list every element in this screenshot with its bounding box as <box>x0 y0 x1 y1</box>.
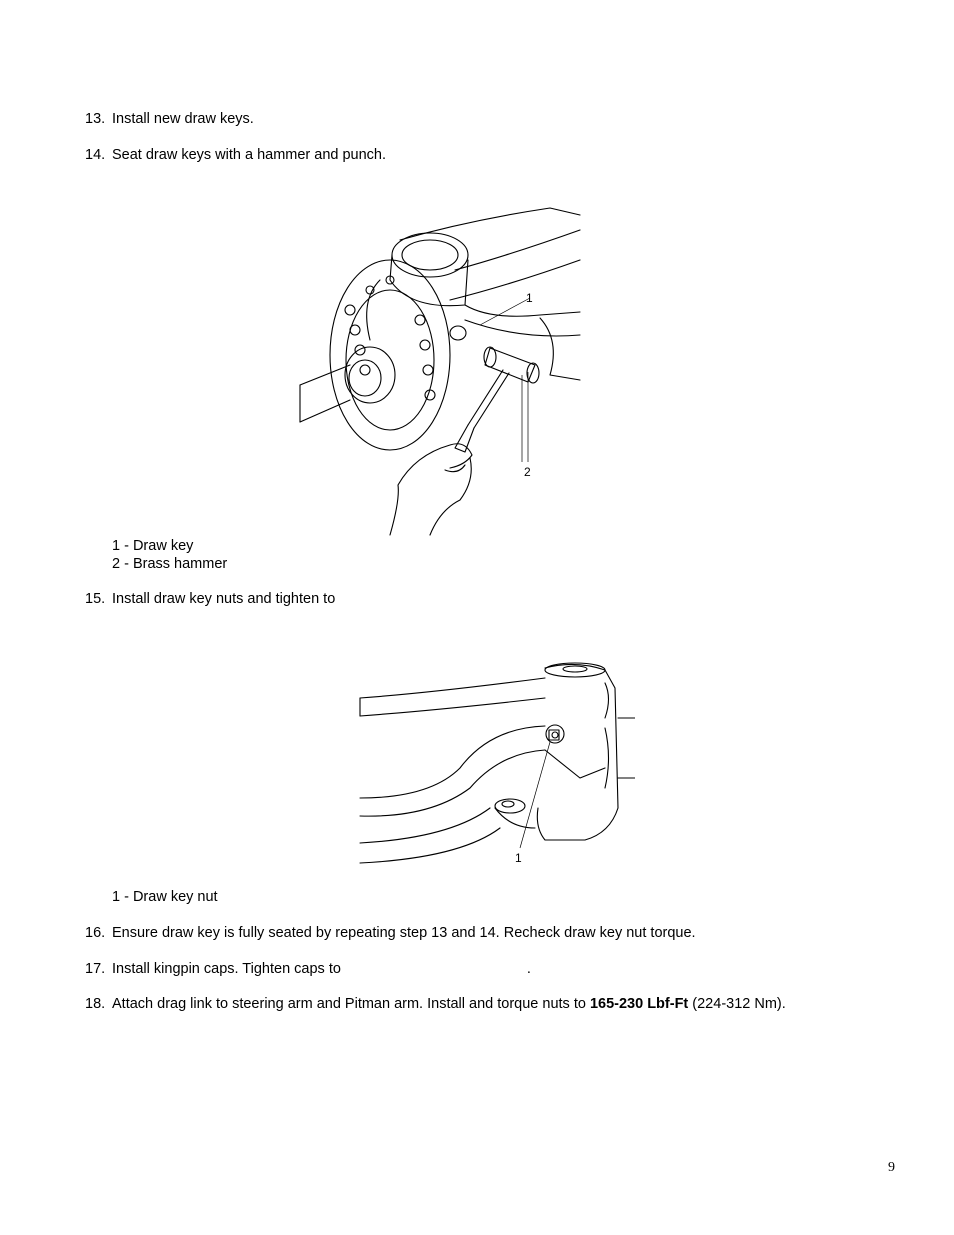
step-text: Install kingpin caps. Tighten caps to <box>112 961 341 977</box>
callout-1: 1 <box>515 851 522 865</box>
callout-2: 2 <box>524 465 531 479</box>
step-number: 13. <box>85 111 106 127</box>
caption-draw-key: 1 - Draw key <box>112 538 194 554</box>
step-number: 16. <box>85 925 106 941</box>
step-text-after: (224-312 Nm). <box>688 996 786 1012</box>
step-tail: . <box>526 961 531 977</box>
step-text: Install draw key nuts and tighten to <box>112 591 336 607</box>
step-13 <box>85 110 254 128</box>
figure-draw-key-nut <box>350 658 635 890</box>
step-text: Seat draw keys with a hammer and punch. <box>112 147 387 163</box>
figure-draw-key-hammer <box>290 200 585 540</box>
step-text: Install new draw keys. <box>112 111 254 127</box>
page-number: 9 <box>888 1160 895 1175</box>
step-number: 17. <box>85 961 106 977</box>
step-number: 14. <box>85 147 106 163</box>
step-number: 15. <box>85 591 106 607</box>
step-text: Attach drag link to steering arm and Pitman arm. Install and torque nuts to <box>112 996 590 1012</box>
step-16 <box>85 924 696 942</box>
caption-brass-hammer: 2 - Brass hammer <box>112 556 228 572</box>
bolt-holes <box>345 276 435 400</box>
torque-value: 165-230 Lbf-Ft <box>589 996 689 1012</box>
step-number: 18. <box>85 996 106 1012</box>
step-15 <box>85 590 335 608</box>
step-17 <box>85 960 531 978</box>
step-14 <box>85 146 386 164</box>
callout-1: 1 <box>526 291 533 305</box>
step-18 <box>85 995 786 1013</box>
caption-draw-key-nut: 1 - Draw key nut <box>112 889 218 905</box>
step-text: Ensure draw key is fully seated by repeating step 13 and 14. Recheck draw key nut torque. <box>112 925 696 941</box>
